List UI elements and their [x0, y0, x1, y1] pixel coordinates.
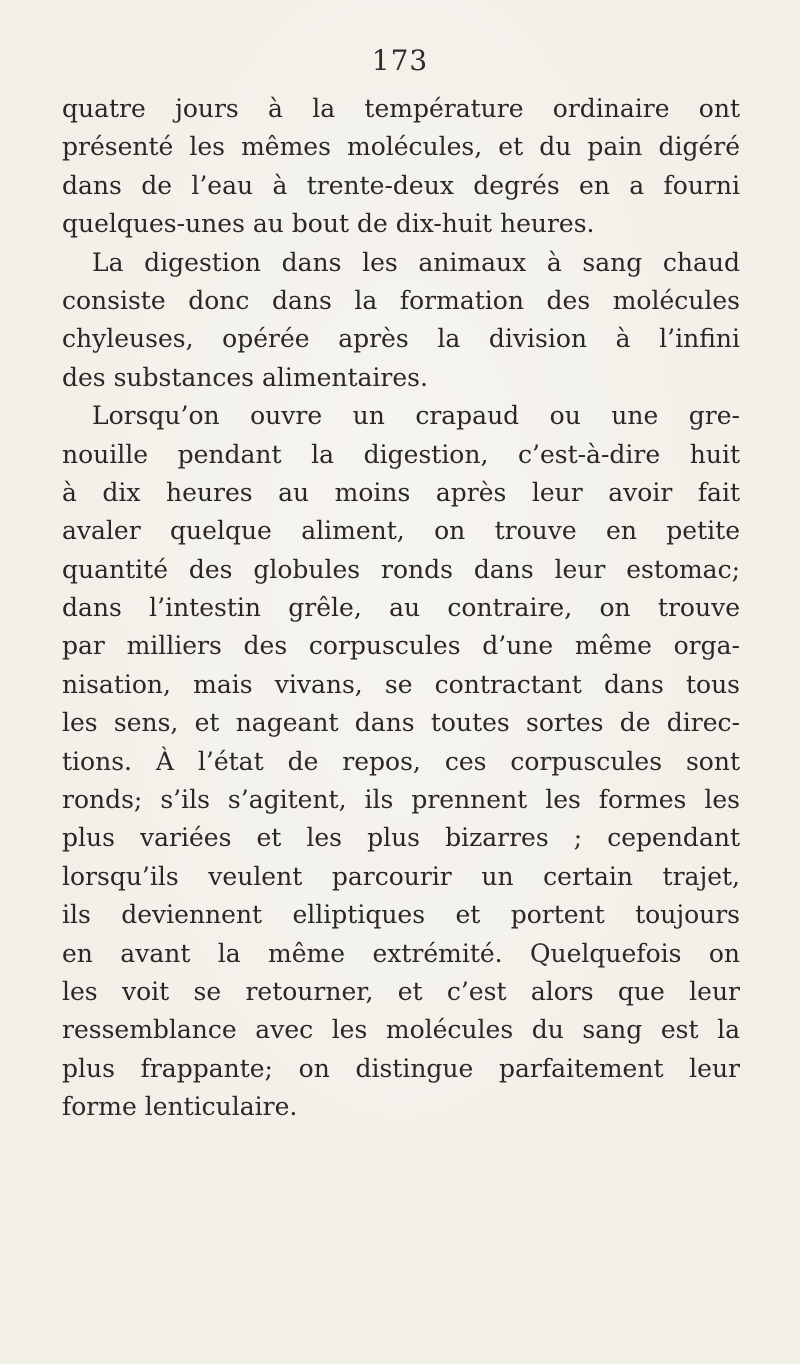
- text-line: forme lenticulaire.: [62, 1092, 298, 1122]
- text-line: chyleuses, opérée après la division à l’infini: [62, 324, 740, 354]
- text-line: avaler quelque aliment, on trouve en petite: [62, 516, 740, 546]
- text-line: à dix heures au moins après leur avoir fait: [62, 477, 740, 507]
- text-line: les voit se retourner, et c’est alors que leur: [62, 976, 740, 1006]
- text-line: Lorsqu’on ouvre un crapaud ou une gre-: [92, 401, 740, 431]
- text-line: en avant la même extrémité. Quelquefois on: [62, 938, 740, 968]
- text-line: plus frappante; on distingue parfaitement leur: [62, 1053, 740, 1083]
- text-line: les sens, et nageant dans toutes sortes de direc-: [62, 708, 740, 738]
- text-line: quatre jours à la température ordinaire ont: [62, 94, 740, 123]
- text-line: dans l’intestin grêle, au contraire, on trouve: [62, 593, 740, 623]
- text-line: plus variées et les plus bizarres ; cependant: [62, 823, 740, 853]
- text-line: consiste donc dans la formation des molécules: [62, 285, 740, 315]
- text-line: nisation, mais vivans, se contractant dans tous: [62, 669, 740, 699]
- text-line: ressemblance avec les molécules du sang est la: [62, 1015, 740, 1045]
- text-line: quelques-unes au bout de dix-huit heures.: [62, 209, 595, 239]
- text-line: tions. À l’état de repos, ces corpuscules sont: [62, 746, 740, 776]
- text-line: nouille pendant la digestion, c’est-à-dire huit: [62, 439, 740, 469]
- body-text: [62, 90, 740, 1127]
- text-line: par milliers des corpuscules d’une même orga-: [62, 631, 740, 661]
- text-line: La digestion dans les animaux à sang chaud: [92, 247, 740, 277]
- text-line: dans de l’eau à trente-deux degrés en a fourni: [62, 170, 740, 200]
- text-line: présenté les mêmes molécules, et du pain digéré: [62, 132, 740, 162]
- text-line: quantité des globules ronds dans leur estomac;: [62, 554, 740, 584]
- text-line: lorsqu’ils veulent parcourir un certain trajet,: [62, 861, 740, 891]
- page-number: 173: [371, 44, 429, 77]
- text-line: ils deviennent elliptiques et portent toujours: [62, 900, 740, 930]
- text-line: des substances alimentaires.: [62, 362, 428, 392]
- text-line: ronds; s’ils s’agitent, ils prennent les formes les: [62, 785, 740, 815]
